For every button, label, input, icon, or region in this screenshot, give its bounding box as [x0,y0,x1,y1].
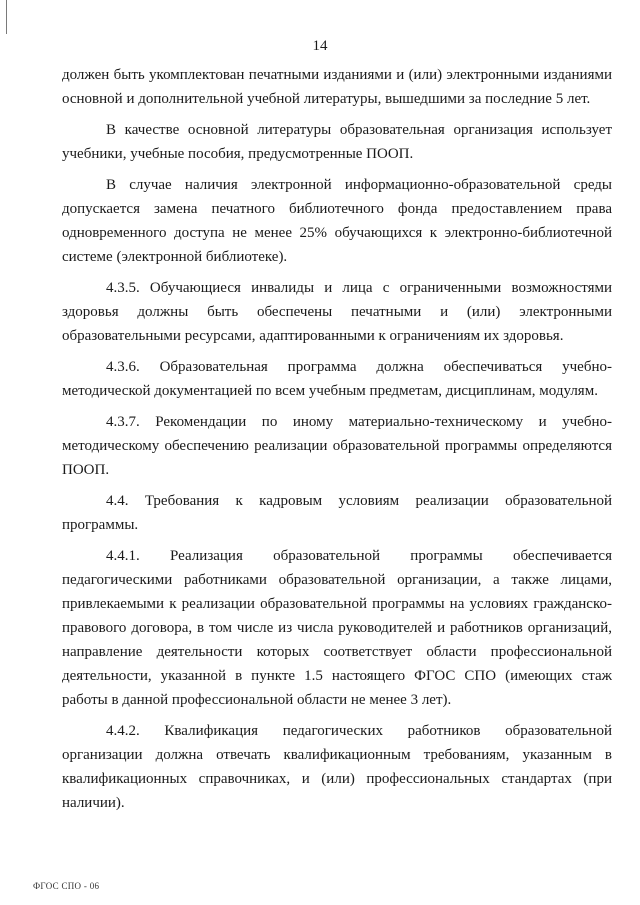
scan-edge-mark [6,0,7,34]
page-number: 14 [312,38,328,54]
paragraph-4-3-6: 4.3.6. Образовательная программа должна обеспечиваться учебно-методической документацией по всем учебным предметам, дисциплинам, модулям. [62,359,612,399]
paragraph-4-4-2: 4.4.2. Квалификация педагогических работников образовательной организации должна отвечать квалификационным требованиям, указанным в квалификационных справочниках, и (или) профессиональных стандартах (при наличии). [62,723,612,811]
paragraph-4-4-1: 4.4.1. Реализация образовательной программы обеспечивается педагогическими работниками образовательной организации, а также лицами, привлекаемыми к реализации образовательной программы на условиях гражданско-правового договора, в том числе из числа руководителей и работников организаций, направление деятельности которых соответствует области профессиональной деятельности, указанной в пункте 1.5 настоящего ФГОС СПО (имеющих стаж работы в данной профессиональной области не менее 3 лет). [62,548,612,708]
footer-document-code: ФГОС СПО - 06 [33,881,100,891]
paragraph-electronic-environment: В случае наличия электронной информационно-образовательной среды допускается замена печатного библиотечного фонда предоставлением права одновременного доступа не менее 25% обучающихся к электронно-библиотечной системе (электронной библиотеке). [62,177,612,265]
document-body [62,63,612,822]
paragraph-continuation: должен быть укомплектован печатными изданиями и (или) электронными изданиями основной и дополнительной учебной литературы, вышедшими за последние 5 лет. [62,67,612,107]
paragraph-4-3-7: 4.3.7. Рекомендации по иному материально-техническому и учебно-методическому обеспечению реализации образовательной программы определяются ПООП. [62,414,612,478]
paragraph-main-literature: В качестве основной литературы образовательная организация использует учебники, учебные пособия, предусмотренные ПООП. [62,122,612,162]
paragraph-4-4: 4.4. Требования к кадровым условиям реализации образовательной программы. [62,493,612,533]
paragraph-4-3-5: 4.3.5. Обучающиеся инвалиды и лица с ограниченными возможностями здоровья должны быть обеспечены печатными и (или) электронными образовательными ресурсами, адаптированными к ограничениям их здоровья. [62,280,612,344]
